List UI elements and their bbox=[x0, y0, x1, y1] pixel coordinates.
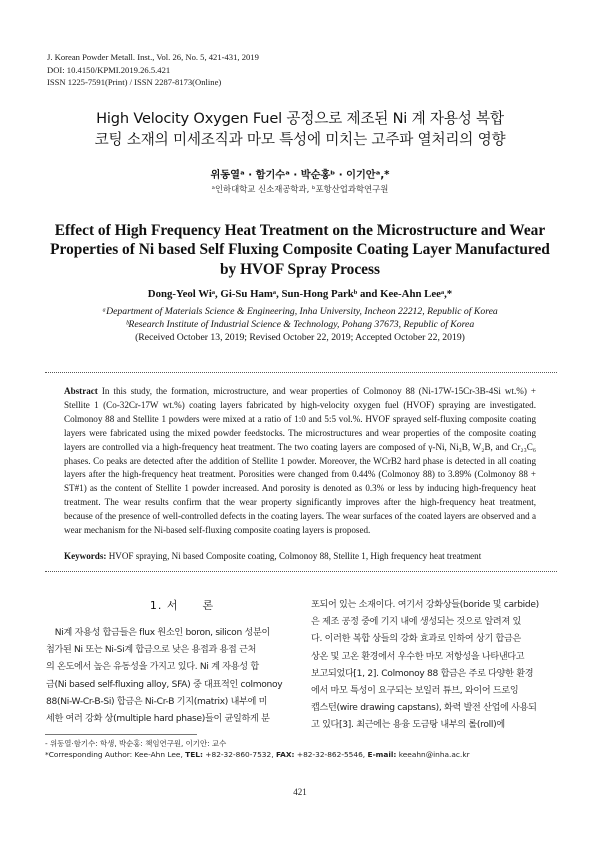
email-label: E-mail: bbox=[367, 750, 397, 759]
english-title-line-1: Effect of High Frequency Heat Treatment on the Microstructure and Wear bbox=[54, 222, 546, 239]
body-line: 금(Ni based self-fluxing alloy, SFA) 중 대표적인 colmonoy bbox=[46, 679, 283, 690]
body-line: 캡스턴(wire drawing capstans), 화력 발전 산업에 사용되 bbox=[311, 703, 537, 714]
body-line: 은 제조 공정 중에 기지 내에 생성되는 것으로 알려져 있 bbox=[311, 617, 521, 628]
tel-number: +82-32-860-7532, bbox=[205, 750, 274, 759]
korean-title-line-2: 코팅 소재의 미세조직과 마모 특성에 미치는 고주파 열처리의 영향 bbox=[94, 131, 506, 148]
abstract-label: Abstract bbox=[64, 386, 98, 396]
keywords bbox=[64, 551, 536, 561]
corresponding-label: *Corresponding Author: bbox=[45, 750, 133, 759]
english-title-line-3: by HVOF Spray Process bbox=[219, 260, 380, 278]
tel-label: TEL: bbox=[185, 750, 203, 759]
body-line: 에서 마모 특성이 요구되는 보일러 튜브, 와이어 드로잉 bbox=[311, 686, 519, 697]
footnote-rule bbox=[45, 734, 197, 735]
fax-label: FAX: bbox=[275, 750, 295, 759]
english-authors: Dong-Yeol Wiᵃ, Gi-Su Hamᵃ, Sun-Hong Parkᵇ and Kee-Ahn Leeᵃ,* bbox=[147, 288, 453, 300]
body-line: 세한 여러 강화 상(multiple hard phase)들이 균일하게 분 bbox=[46, 714, 270, 725]
english-title bbox=[40, 221, 560, 279]
journal-doi: DOI: 10.4150/KPMI.2019.26.5.421 bbox=[47, 64, 171, 75]
footnote bbox=[45, 738, 470, 760]
journal-citation: J. Korean Powder Metall. Inst., Vol. 26, No. 5, 421-431, 2019 bbox=[47, 52, 259, 62]
body-line: 상온 및 고온 환경에서 우수한 마모 저항성을 나타낸다고 bbox=[311, 651, 525, 662]
korean-affiliations: ᵃ인하대학교 신소재공학과, ᵇ포항산업과학연구원 bbox=[211, 184, 389, 194]
abstract-text: In this study, the formation, microstructure, and wear properties of Colmonoy 88 (Ni-17W-15Cr-3B-4Si wt.%) + Stellite 1 (Co-32Cr-17W wt.%) coating layers fabricated by high-velocity oxygen fuel (HVOF) spraying are investigated. Colmonoy 88 and Stellite 1 powders were mixed at a ratio of 1:0 and 5:5 vol.%. HVOF sprayed self-fluxing composite coating layers were fabricated using the mixed powder feedstocks. The microstructures and wear properties of the composite coating layers are controlled via a high-frequency heat treatment. The two coating layers are composed of γ-Ni, Ni₃B, W₂B, and Cr₂₃C₆ phases. Co peaks are detected after the addition of Stellite 1 powder. Moreover, the WCrB2 hard phase is detected in all coating layers after the high-frequency heat treatment. Porosities were changed from 0.44% (Colmonoy 88) to 3.89% (Colmonoy 88 + ST#1) as the content of Stellite 1 powder increased. And porosity is denoted as 0.3% or less by inducing high-frequency heat treatment. The wear results confirm that the wear property significantly improves after the high-frequency heat treatment, because of the presence of well-controlled defects in the coating layers. The wear surfaces of the coated layers are observed and a wear mechanism for the Ni-based self-fluxing composite coating layers is proposed. bbox=[64, 386, 536, 536]
affiliation-b: ᵇResearch Institute of Industrial Science & Technology, Pohang 37673, Republic of Korea bbox=[125, 319, 475, 331]
abstract-bottom-rule bbox=[45, 571, 557, 572]
korean-title bbox=[0, 108, 600, 150]
korean-title-line-1: High Velocity Oxygen Fuel 공정으로 제조된 Ni 계 자용성 복합 bbox=[96, 110, 504, 127]
english-title-line-2: Properties of Ni based Self Fluxing Composite Coating Layer Manufactured bbox=[50, 241, 550, 259]
page-number: 421 bbox=[293, 787, 307, 797]
body-line: 보고되었다[1, 2]. Colmonoy 88 합금은 주로 다양한 환경 bbox=[311, 668, 534, 679]
affiliation-a: ᵃDepartment of Materials Science & Engineering, Inha University, Incheon 22212, Republic of Korea bbox=[102, 306, 498, 317]
footnote-author-roles: - 위동열·함기수: 학생, 박순홍: 책임연구원, 이기안: 교수 bbox=[45, 739, 227, 748]
abstract bbox=[64, 385, 536, 538]
journal-issn: ISSN 1225-7591(Print) / ISSN 2287-8173(Online) bbox=[47, 77, 222, 88]
body-line: 고 있다[3]. 최근에는 용융 도금탕 내부의 롤(roll)에 bbox=[311, 720, 505, 731]
received-dates: (Received October 13, 2019; Revised October 22, 2019; Accepted October 22, 2019) bbox=[135, 332, 465, 343]
email-address: keeahn@inha.ac.kr bbox=[398, 750, 470, 759]
section-heading: 1. 서 론 bbox=[149, 599, 215, 612]
body-right-column bbox=[311, 597, 557, 735]
corresponding-name: Kee-Ahn Lee, bbox=[134, 750, 183, 759]
abstract-top-rule bbox=[45, 372, 557, 373]
keywords-text: HVOF spraying, Ni based Composite coating, Colmonoy 88, Stellite 1, High frequency heat treatment bbox=[108, 551, 482, 561]
body-line: 의 온도에서 높은 유동성을 가지고 있다. Ni 계 자용성 합 bbox=[46, 662, 259, 673]
body-left-column bbox=[46, 625, 296, 728]
body-line: 88(Ni-W-Cr-B-Si) 합금은 Ni-Cr-B 기지(matrix) 내부에 미 bbox=[46, 696, 268, 707]
journal-info bbox=[47, 51, 259, 89]
fax-number: +82-32-862-5546, bbox=[296, 750, 366, 759]
body-line: 다. 이러한 복합 상들의 강화 효과로 인하여 상기 합금은 bbox=[311, 634, 521, 645]
body-line: Ni계 자용성 합금들은 flux 원소인 boron, silicon 성분이 bbox=[46, 628, 270, 638]
body-line: 포되어 있는 소재이다. 여기서 강화상들(boride 및 carbide) bbox=[311, 600, 539, 610]
korean-authors: 위동열ᵃ · 함기수ᵃ · 박순홍ᵇ · 이기안ᵃ,* bbox=[210, 170, 390, 181]
keywords-label: Keywords: bbox=[64, 551, 107, 561]
english-affiliations bbox=[0, 305, 600, 332]
footnote-correspondence bbox=[45, 749, 470, 760]
body-line: 첨가된 Ni 또는 Ni-Si계 합금으로 낮은 용접과 용접 근처 bbox=[46, 645, 257, 656]
